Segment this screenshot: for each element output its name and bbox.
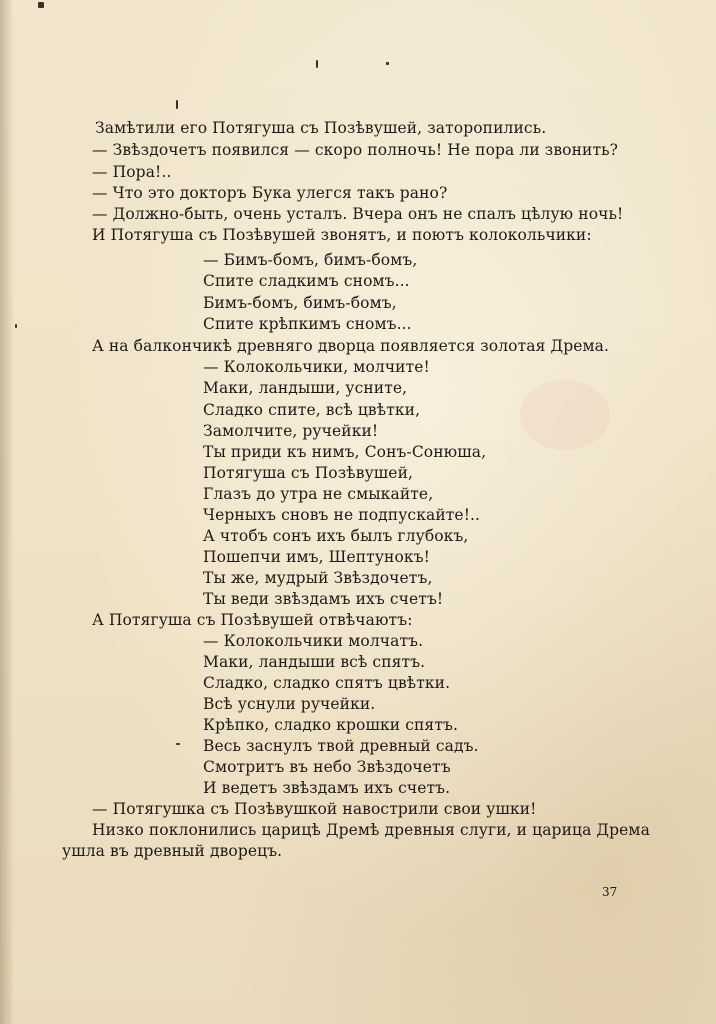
verse-line-8: Замолчите, ручейки!: [203, 422, 379, 440]
prose-line-8: А Потягуша съ Позѣвушей отвѣчаютъ:: [92, 611, 413, 629]
verse-line-13: А чтобъ сонъ ихъ былъ глубокъ,: [203, 527, 469, 545]
ink-speck: [316, 60, 318, 68]
ink-speck: [15, 324, 17, 328]
paper-stain: [520, 380, 610, 450]
verse-line-9: Ты приди къ нимъ, Сонъ-Сонюша,: [203, 443, 487, 461]
verse-line-11: Глазъ до утра не смыкайте,: [203, 485, 434, 503]
prose-line-2: — Звѣздочетъ появился — скоро полночь! Не пора ли звонить?: [92, 141, 619, 159]
prose-line-5: — Должно-быть, очень усталъ. Вчера онъ не спалъ цѣлую ночь!: [92, 205, 624, 223]
page-number: 37: [602, 885, 618, 899]
prose-line-10: Низко поклонились царицѣ Дремѣ древныя слуги, и царица Дрема: [92, 821, 650, 839]
prose-line-1: Замѣтили его Потягуша съ Позѣвушей, заторопились.: [95, 119, 547, 137]
ink-speck: [176, 100, 178, 109]
prose-line-6: И Потягуша съ Позѣвушей звонятъ, и поютъ колокольчики:: [92, 226, 592, 244]
verse-line-2: Спите сладкимъ сномъ...: [203, 272, 410, 290]
verse-line-19: Сладко, сладко спятъ цвѣтки.: [203, 674, 451, 692]
verse-line-3: Бимъ-бомъ, бимъ-бомъ,: [203, 294, 397, 312]
verse-line-12: Черныхъ сновъ не подпускайте!..: [203, 506, 481, 524]
verse-line-22: Весь заснулъ твой древный садъ.: [203, 737, 479, 755]
verse-line-6: Маки, ландыши, усните,: [203, 379, 408, 397]
verse-line-18: Маки, ландыши всѣ спятъ.: [203, 653, 426, 671]
prose-line-11: ушла въ древный дворецъ.: [62, 842, 283, 860]
ink-speck: [176, 743, 180, 745]
verse-line-1: — Бимъ-бомъ, бимъ-бомъ,: [203, 251, 418, 269]
verse-line-23: Смотритъ въ небо Звѣздочетъ: [203, 758, 451, 776]
ink-speck: [386, 62, 389, 65]
verse-line-10: Потягуша съ Позѣвушей,: [203, 464, 414, 482]
verse-line-15: Ты же, мудрый Звѣздочетъ,: [203, 569, 433, 587]
prose-line-3: — Пора!..: [92, 163, 172, 181]
verse-line-24: И ведетъ звѣздамъ ихъ счетъ.: [203, 779, 451, 797]
prose-line-7: А на балкончикѣ древняго дворца появляется золотая Дрема.: [92, 337, 610, 355]
verse-line-5: — Колокольчики, молчите!: [203, 358, 430, 376]
verse-line-17: — Колокольчики молчатъ.: [203, 632, 424, 650]
ink-speck: [38, 2, 44, 8]
verse-line-20: Всѣ уснули ручейки.: [203, 695, 376, 713]
prose-line-9: — Потягушка съ Позѣвушкой навострили свои ушки!: [92, 800, 537, 818]
verse-line-21: Крѣпко, сладко крошки спятъ.: [203, 716, 458, 734]
verse-line-14: Пошепчи имъ, Шептунокъ!: [203, 548, 430, 566]
verse-line-16: Ты веди звѣздамъ ихъ счетъ!: [203, 590, 444, 608]
page-edge-shadow: [0, 0, 14, 1024]
verse-line-7: Сладко спите, всѣ цвѣтки,: [203, 401, 421, 419]
prose-line-4: — Что это докторъ Бука улегся такъ рано?: [92, 184, 448, 202]
verse-line-4: Спите крѣпкимъ сномъ...: [203, 315, 412, 333]
